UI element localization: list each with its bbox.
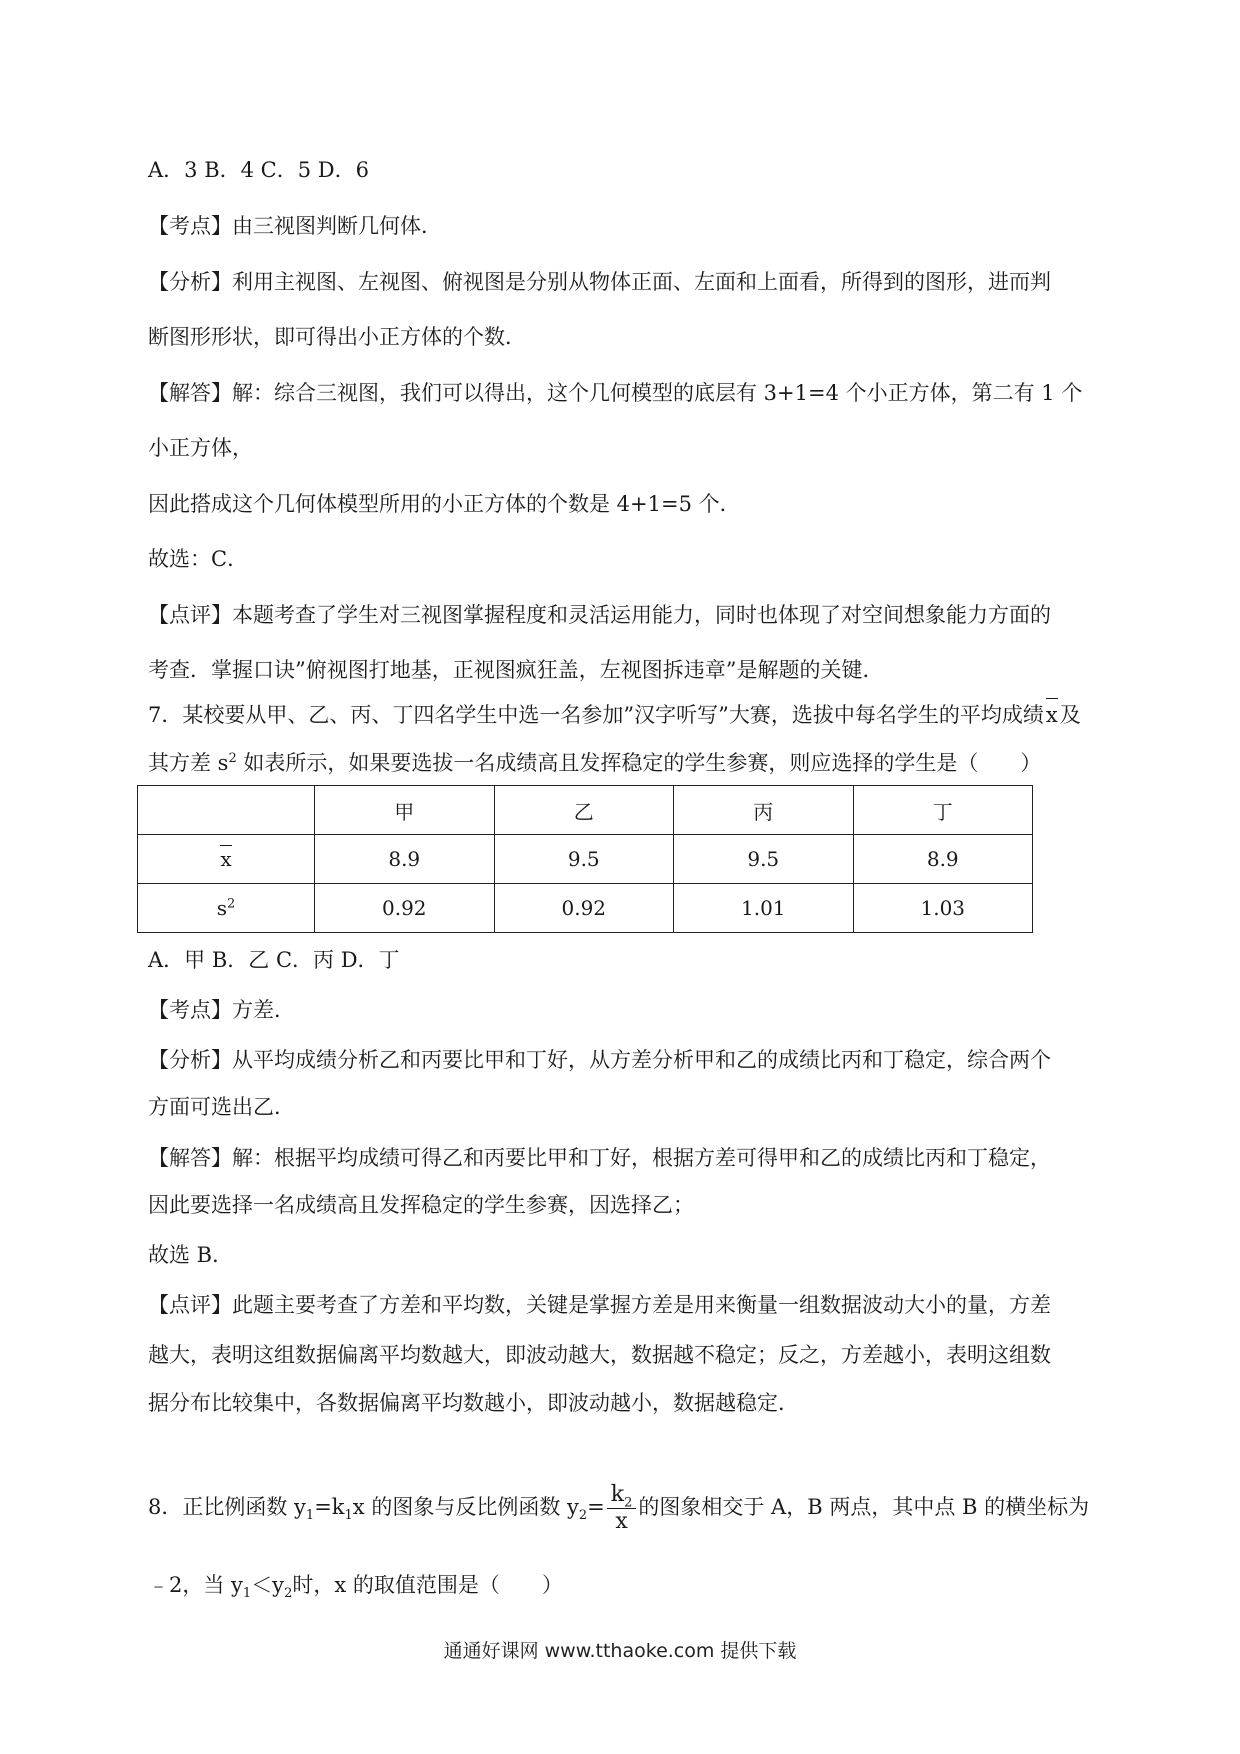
- q7-answer: 故选 B．: [148, 1243, 234, 1267]
- kaodian-tag: 【考点】: [148, 998, 232, 1022]
- mean-symbol: x: [1044, 700, 1060, 730]
- page-footer: 通通好课网 www.tthaoke.com 提供下载: [443, 1640, 797, 1662]
- dianping-tag: 【点评】: [148, 1293, 232, 1317]
- table-header-row: [138, 786, 1033, 835]
- table-cell: 9.5: [494, 835, 674, 884]
- table-cell: 0.92: [494, 884, 674, 933]
- jieda-tag: 【解答】: [148, 1146, 232, 1170]
- q7-stem-line1: 7．某校要从甲、乙、丙、丁四名学生中选一名参加”汉字听写”大赛，选拔中每名学生的平均成绩x及: [148, 700, 1081, 730]
- q7-dianping-line2: 越大，表明这组数据偏离平均数越大，即波动越大，数据越不稳定；反之，方差越小，表明这组数: [148, 1343, 1051, 1367]
- q7-fenxi-line1: 【分析】从平均成绩分析乙和丙要比甲和丁好，从方差分析甲和乙的成绩比丙和丁稳定，综合两个: [148, 1048, 1051, 1072]
- fenxi-tag: 【分析】: [148, 1048, 232, 1072]
- q6-options: A．3 B．4 C．5 D．6: [148, 158, 369, 182]
- table-row-label: x: [138, 835, 315, 884]
- fraction: $\frac{k_2}{x}$: [607, 1482, 637, 1535]
- table-cell: 8.9: [315, 835, 495, 884]
- q6-answer: 故选：C．: [148, 547, 249, 571]
- table-row-label: $s^2$: [138, 884, 315, 933]
- table-row: [138, 835, 1033, 884]
- q6-fenxi-line2: 断图形形状，即可得出小正方体的个数．: [148, 325, 526, 349]
- table-cell: [138, 786, 315, 835]
- q7-options: A．甲 B．乙 C．丙 D．丁: [148, 948, 400, 972]
- table-cell: 丙: [674, 786, 854, 835]
- q7-dianping-line3: 据分布比较集中，各数据偏离平均数越小，即波动越小，数据越稳定．: [148, 1391, 799, 1415]
- q6-jieda-line1: 【解答】解：综合三视图，我们可以得出，这个几何模型的底层有 3+1=4 个小正方体，第二有 1 个: [148, 381, 1083, 405]
- kaodian-tag: 【考点】: [148, 214, 232, 238]
- q6-fenxi-line1: 【分析】利用主视图、左视图、俯视图是分别从物体正面、左面和上面看，所得到的图形，进而判: [148, 270, 1051, 294]
- table-cell: 乙: [494, 786, 674, 835]
- fenxi-tag: 【分析】: [148, 270, 232, 294]
- table-cell: 0.92: [315, 884, 495, 933]
- table-cell: 8.9: [853, 835, 1033, 884]
- table-row: [138, 884, 1033, 933]
- q6-jieda-line3: 因此搭成这个几何体模型所用的小正方体的个数是 4+1=5 个．: [148, 492, 741, 516]
- q8-stem-line2: ﹣2，当 $y_1<y_2$时，x 的取值范围是（ ）: [148, 1573, 563, 1602]
- q7-stem-line2: 其方差 $s^2$ 如表所示，如果要选拔一名成绩高且发挥稳定的学生参赛，则应选择的学生是（ ）: [148, 751, 1042, 775]
- table-cell: 9.5: [674, 835, 854, 884]
- q7-dianping-line1: 【点评】此题主要考查了方差和平均数，关键是掌握方差是用来衡量一组数据波动大小的量，方差: [148, 1293, 1051, 1317]
- q7-jieda-line2: 因此要选择一名成绩高且发挥稳定的学生参赛，因选择乙；: [148, 1193, 694, 1217]
- table-cell: 丁: [853, 786, 1033, 835]
- q8-stem-line1: 8．正比例函数 $y_1=k_1x$ 的图象与反比例函数 $y_2=$ $\frac{k_2}{x}$ 的图象相交于 A，B 两点，其中点 B 的横坐标为: [148, 1482, 1090, 1534]
- table-cell: 1.03: [853, 884, 1033, 933]
- q7-jieda-line1: 【解答】解：根据平均成绩可得乙和丙要比甲和丁好，根据方差可得甲和乙的成绩比丙和丁稳定，: [148, 1146, 1051, 1170]
- table-cell: 1.01: [674, 884, 854, 933]
- q6-dianping-line2: 考查．掌握口诀”俯视图打地基，正视图疯狂盖，左视图拆违章”是解题的关键．: [148, 658, 884, 682]
- dianping-tag: 【点评】: [148, 603, 232, 627]
- q7-fenxi-line2: 方面可选出乙．: [148, 1095, 295, 1119]
- q6-jieda-line2: 小正方体，: [148, 436, 253, 460]
- q6-dianping-line1: 【点评】本题考查了学生对三视图掌握程度和灵活运用能力，同时也体现了对空间想象能力方面的: [148, 603, 1051, 627]
- jieda-tag: 【解答】: [148, 381, 232, 405]
- q6-kaodian: 【考点】由三视图判断几何体．: [148, 214, 442, 238]
- score-table: [137, 785, 1033, 933]
- table-cell: 甲: [315, 786, 495, 835]
- q7-kaodian: 【考点】方差．: [148, 998, 295, 1022]
